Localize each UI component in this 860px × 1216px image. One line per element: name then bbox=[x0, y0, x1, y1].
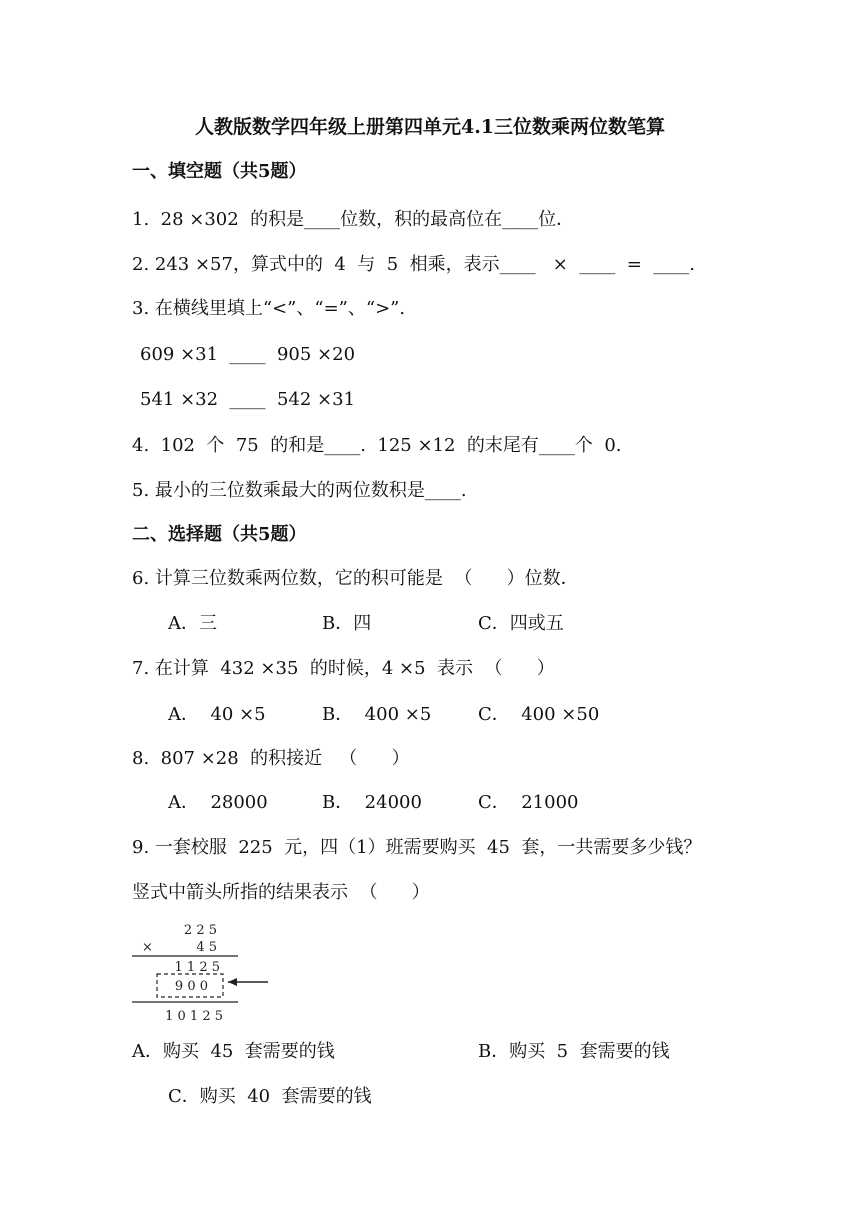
section-heading-choice: 二、选择题（共5题） bbox=[132, 524, 307, 545]
question-7: 7. 在计算 432 ×35 的时候，4 ×5 表示 （ ） bbox=[132, 658, 555, 679]
calc-times-sign: × bbox=[142, 940, 153, 955]
arrow-head-icon bbox=[228, 978, 237, 986]
question-8-option-a: A． 28000 bbox=[168, 792, 268, 813]
question-7-option-c: C． 400 ×50 bbox=[478, 704, 600, 725]
question-8-option-b: B． 24000 bbox=[322, 792, 422, 813]
calc-multiplicand: 2 2 5 bbox=[183, 923, 217, 938]
question-9-option-a: A．购买 45 套需要的钱 bbox=[132, 1041, 335, 1062]
question-5: 5. 最小的三位数乘最大的两位数积是____. bbox=[132, 480, 467, 501]
calc-multiplier: 4 5 bbox=[196, 940, 217, 955]
question-6: 6. 计算三位数乘两位数，它的积可能是 （ ）位数． bbox=[132, 568, 579, 589]
question-7-option-b: B． 400 ×5 bbox=[322, 704, 432, 725]
calc-partial-product-2: 9 0 0 bbox=[174, 979, 208, 994]
question-1: 1. 28 ×302 的积是____位数，积的最高位在____位． bbox=[132, 209, 575, 230]
question-9-option-b: B．购买 5 套需要的钱 bbox=[478, 1041, 670, 1062]
question-8: 8. 807 ×28 的积接近 （ ） bbox=[132, 748, 410, 769]
page-title: 人教版数学四年级上册第四单元4.1三位数乘两位数笔算 bbox=[194, 116, 666, 138]
vertical-multiplication-figure bbox=[120, 916, 280, 1026]
question-9-line-2: 竖式中箭头所指的结果表示 （ ） bbox=[132, 882, 430, 903]
question-6-option-b: B．四 bbox=[322, 613, 372, 634]
question-6-option-a: A．三 bbox=[168, 613, 217, 634]
question-9: 9. 一套校服 225 元，四（1）班需要购买 45 套，一共需要多少钱？ bbox=[132, 837, 702, 858]
calc-result: 1 0 1 2 5 bbox=[165, 1009, 223, 1024]
question-6-option-c: C．四或五 bbox=[478, 613, 564, 634]
question-2: 2. 243 ×57，算式中的 4 与 5 相乘，表示____ × ____ = ____. bbox=[132, 254, 696, 275]
question-3-item-1: 609 ×31 ____ 905 ×20 bbox=[140, 344, 356, 365]
question-8-option-c: C． 21000 bbox=[478, 792, 579, 813]
question-7-option-a: A． 40 ×5 bbox=[168, 704, 266, 725]
question-3-item-2: 541 ×32 ____ 542 ×31 bbox=[140, 389, 356, 410]
question-3: 3. 在横线里填上“<”、“=”、“>”. bbox=[132, 298, 406, 319]
question-9-option-c: C．购买 40 套需要的钱 bbox=[168, 1086, 372, 1107]
question-4: 4. 102 个 75 的和是____. 125 ×12 的末尾有____个 0. bbox=[132, 435, 622, 456]
calc-partial-product-1: 1 1 2 5 bbox=[174, 960, 220, 975]
section-heading-fill: 一、填空题（共5题） bbox=[132, 161, 307, 182]
